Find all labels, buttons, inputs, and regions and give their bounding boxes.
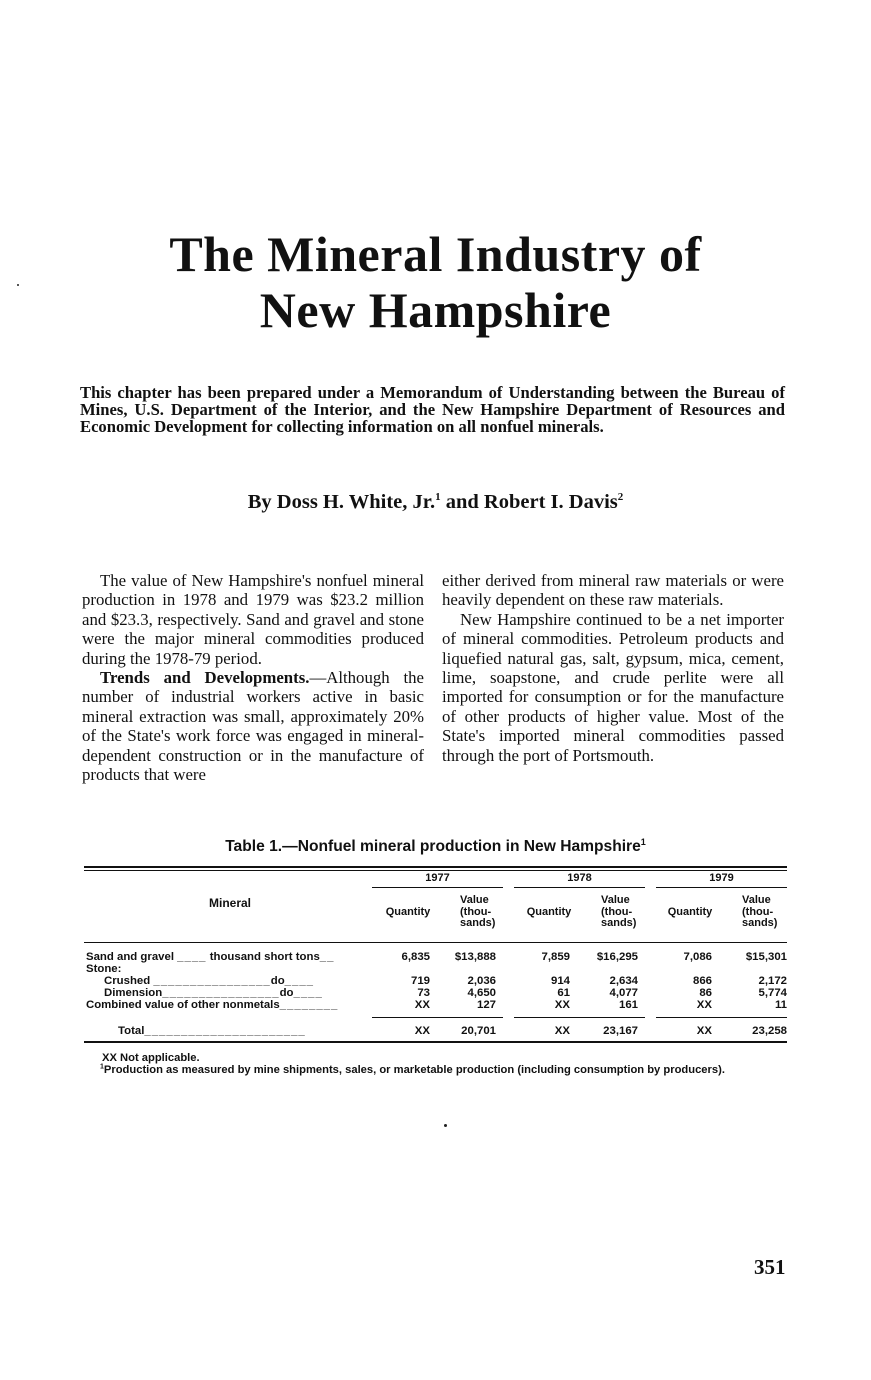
paragraph-imports: New Hampshire continued to be a net importer of mineral commodities. Petroleum products and liquefied natural gas, salt, gypsum, mica, cement, lime, soapstone, and crude perlite were all imported for consumption or for the manufacture of other products of higher value. Most of the State's imported mineral commodities passed through the port of Portsmouth. — [442, 609, 784, 765]
table-cell: 7,859 — [541, 951, 570, 963]
table-cell: 7,086 — [683, 951, 712, 963]
row-leader: ________________ — [153, 975, 271, 987]
footnote-1-mark: 1 — [100, 1063, 104, 1071]
table-cell: $16,295 — [596, 951, 638, 963]
row-leader: ____ — [293, 987, 323, 999]
year-header-1977: 1977 — [425, 872, 450, 884]
value-header-1977 — [460, 895, 495, 930]
author-1: By Doss H. White, Jr. — [247, 491, 436, 513]
value-header-line3: sands) — [742, 917, 778, 929]
total-cell: XX — [554, 1025, 570, 1037]
row-label-text: Combined value of other nonmetals — [86, 999, 280, 1011]
footnote-1 — [100, 1064, 725, 1076]
trends-text-part1: —Although the number of industrial workers active in basic mineral extraction was small, approximately 20% of the State's work force was engaged in mineral-dependent construction or in the manufacture of products that were — [82, 668, 424, 785]
value-header-line2: (thou- — [742, 905, 774, 918]
year-1978-rule — [514, 887, 645, 888]
value-header-1979 — [742, 895, 777, 930]
total-top-rule-1 — [372, 1017, 503, 1018]
row-label-crushed — [104, 975, 314, 987]
page-number: 351 — [754, 1255, 786, 1279]
byline — [0, 491, 871, 514]
table-cell: 127 — [476, 999, 496, 1011]
table-cell: 866 — [692, 975, 712, 987]
row-label-text: Total — [118, 1025, 145, 1037]
row-label-total — [118, 1025, 306, 1037]
table-cell: $13,888 — [454, 951, 496, 963]
row-label-other-nonmetals — [86, 999, 338, 1011]
row-label-sand-gravel — [86, 951, 334, 963]
row-label-stone: Stone: — [86, 963, 122, 975]
value-header-line1: Value — [460, 894, 489, 906]
table-caption-footnote-mark: 1 — [640, 836, 646, 847]
table-cell: 161 — [618, 999, 638, 1011]
table-cell: 11 — [774, 999, 787, 1011]
total-cell: XX — [696, 1025, 712, 1037]
author-1-footnote-mark: 1 — [435, 491, 441, 504]
footnote-not-applicable: XX Not applicable. — [102, 1052, 200, 1064]
body-column-left — [82, 571, 424, 784]
quantity-header-1978: Quantity — [526, 906, 572, 918]
footnote-1-text: Production as measured by mine shipments, sales, or marketable production (including consumption by producers). — [103, 1064, 725, 1076]
table-cell: XX — [414, 999, 430, 1011]
paragraph-trends-part2: either derived from mineral raw materials or were heavily dependent on these raw materials. — [442, 571, 784, 610]
value-header-line3: sands) — [460, 917, 496, 929]
row-leader: ______________________ — [144, 1025, 306, 1037]
table-cell: 2,172 — [758, 975, 787, 987]
mineral-column-header: Mineral — [209, 896, 252, 910]
trends-heading: Trends and Developments. — [100, 668, 310, 688]
row-leader: ____ — [284, 975, 314, 987]
table-cell: 2,036 — [467, 975, 496, 987]
table-cell: 719 — [410, 975, 430, 987]
chapter-title-line2: New Hampshire — [259, 282, 612, 338]
paragraph-overview: The value of New Hampshire's nonfuel mineral production in 1978 and 1979 was $23.2 million and $23.3, respectively. Sand and gravel and stone were the major mineral commodities produced during the 1978-79 period. — [82, 571, 424, 668]
quantity-header-1977: Quantity — [385, 906, 431, 918]
scan-speck — [17, 284, 19, 286]
row-unit: do — [270, 975, 285, 987]
year-1977-rule — [372, 887, 503, 888]
table-cell: 2,634 — [609, 975, 638, 987]
value-header-line1: Value — [601, 894, 630, 906]
row-label-dimension — [104, 987, 323, 999]
table-cell: 4,077 — [609, 987, 638, 999]
total-cell: 23,167 — [603, 1025, 638, 1037]
author-2-footnote-mark: 2 — [617, 491, 624, 504]
row-label-text: Crushed — [104, 975, 151, 987]
paragraph-trends-part1 — [82, 668, 424, 784]
value-header-line3: sands) — [601, 917, 637, 929]
total-cell: 23,258 — [752, 1025, 787, 1037]
chapter-title-line1: The Mineral Industry of — [169, 226, 702, 282]
table-cell: 61 — [557, 987, 570, 999]
row-unit: do — [279, 987, 294, 999]
total-top-rule-3 — [656, 1017, 787, 1018]
author-2: and Robert I. Davis — [440, 491, 618, 513]
year-1979-rule — [656, 887, 787, 888]
total-cell: 20,701 — [461, 1025, 496, 1037]
row-leader: __ — [319, 951, 335, 963]
table-cell: XX — [554, 999, 570, 1011]
total-cell: XX — [414, 1025, 430, 1037]
chapter-title — [0, 226, 871, 338]
row-label-text: Sand and gravel — [86, 951, 174, 963]
table-bottom-rule — [84, 1041, 787, 1043]
row-unit: thousand short tons — [209, 951, 320, 963]
table-cell: 73 — [417, 987, 430, 999]
table-top-rule-2 — [84, 870, 787, 871]
value-header-line1: Value — [742, 894, 771, 906]
table-caption-text: Table 1.—Nonfuel mineral production in New Hampshire — [225, 838, 641, 855]
table-cell: $15,301 — [745, 951, 787, 963]
scan-speck — [444, 1124, 447, 1127]
quantity-header-1979: Quantity — [667, 906, 713, 918]
value-header-line2: (thou- — [460, 905, 492, 918]
row-label-text: Dimension — [104, 987, 163, 999]
table-cell: 914 — [550, 975, 570, 987]
table-caption — [0, 838, 871, 856]
value-header-line2: (thou- — [601, 905, 633, 918]
table-cell: 86 — [699, 987, 712, 999]
row-leader: ________________ — [162, 987, 280, 999]
row-leader: ________ — [279, 999, 339, 1011]
year-header-1978: 1978 — [567, 872, 592, 884]
table-cell: 6,835 — [401, 951, 430, 963]
table-cell: 5,774 — [758, 987, 787, 999]
header-bottom-rule — [84, 942, 787, 943]
value-header-1978 — [601, 895, 636, 930]
table-cell: 4,650 — [467, 987, 496, 999]
row-leader: ____ — [177, 951, 207, 963]
year-header-1979: 1979 — [709, 872, 734, 884]
memorandum-note: This chapter has been prepared under a Memorandum of Understanding between the Bureau of Mines, U.S. Department of the Interior, and the New Hampshire Department of Resources and Economic Development for collecting information on all nonfuel minerals. — [80, 383, 785, 436]
total-top-rule-2 — [514, 1017, 645, 1018]
table-top-rule-1 — [84, 866, 787, 868]
body-column-right — [442, 571, 784, 765]
table-cell: XX — [696, 999, 712, 1011]
